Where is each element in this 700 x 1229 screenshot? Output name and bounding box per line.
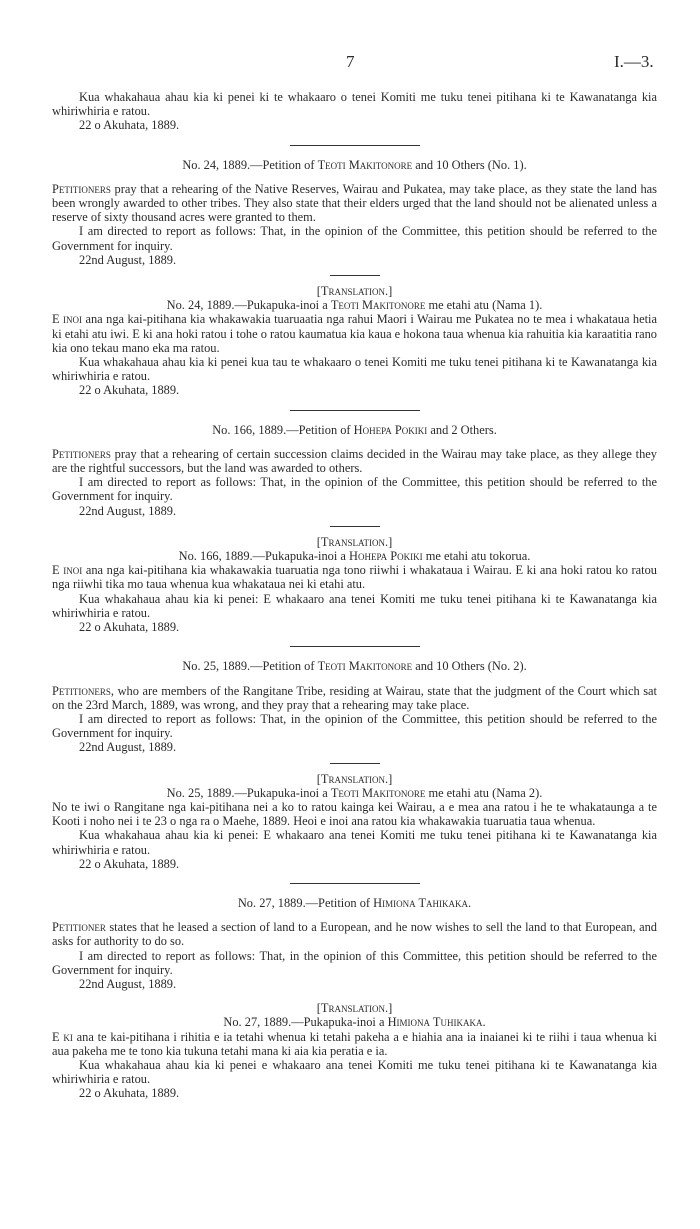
translation-body: E inoi ana nga kai-pitihana kia whakawakia tuaruaatia nga rahui Maori i Wairau me Pukatea no te mea i whakataua hetia ki etahi atu iwi. E ki ana hoki ratou i tohe o ratou kaumatua kia kaua e hokona taua whenua kia rahuitia kia karaatitia rano kia ono tekau mano eka ma ratou. (52, 312, 657, 355)
report-date: 22nd August, 1889. (79, 252, 177, 267)
translation-body: E ki ana te kai-pitihana i rihitia e ia tetahi whenua ki tetahi pakeha a e hiahia ana ia inaianei ki te riihi i taua whenua ki aua pakeha me te tono kia tukuna tetahi mana ki aia kia peratia e ia. (52, 1029, 657, 1058)
section-divider (290, 145, 420, 146)
document-body (52, 90, 657, 1101)
translation-body: No te iwi o Rangitane nga kai-pitihana nei a ko to ratou kainga kei Wairau, a e mea ana ratou i he te whakataunga a te Kooti i noho nei i te 23 o nga ra o Maehe, 1889. Heoi e inoi ana ratou kia whakawakia tuaruatia taua whenua. (52, 799, 657, 829)
petition-section (52, 158, 657, 398)
translation-label: [Translation.] (316, 1001, 393, 1016)
translation-report: Kua whakahaua ahau kia ki penei: E whakaaro ana tenei Komiti me tuku tenei pitihana ki te Kawanatanga kia whiriwhiria e ratou. (52, 828, 657, 857)
translation-body: E inoi ana nga kai-pitihana kia whakawakia tuaruatia nga tono riiwhi i whakataua i Wairau. E ki ana hoki ratou ko ratou nga riiwhi tika mo taua whenua kua whakataua nei ki etahi atu. (52, 563, 657, 592)
translation-divider (330, 275, 380, 276)
report-date: 22nd August, 1889. (79, 503, 177, 518)
translation-date: 22 o Akuhata, 1889. (79, 383, 180, 398)
translation-divider (330, 763, 380, 764)
petition-body: Petitioners, who are members of the Rangitane Tribe, residing at Wairau, state that the judgment of the Court which sat on the 23rd March, 1889, was wrong, and they pray that a rehearing may take place. (52, 683, 657, 712)
committee-report: I am directed to report as follows: That, in the opinion of the Committee, this petition should be referred to the Government for inquiry. (52, 475, 657, 504)
translation-label: [Translation.] (316, 771, 393, 786)
translation-date: 22 o Akuhata, 1889. (79, 620, 180, 635)
committee-report: I am directed to report as follows: That, in the opinion of the Committee, this petition should be referred to the Government for inquiry. (52, 711, 657, 741)
committee-report: I am directed to report as follows: That, in the opinion of this Committee, this petition should be referred to the Government for inquiry. (52, 948, 657, 977)
petition-title: No. 166, 1889.—Petition of Hohepa Pokiki and 2 Others. (212, 422, 497, 437)
translation-date: 22 o Akuhata, 1889. (79, 1086, 180, 1101)
section-divider (290, 883, 420, 884)
report-date: 22nd August, 1889. (79, 740, 177, 755)
committee-report: I am directed to report as follows: That, in the opinion of the Committee, this petition should be referred to the Government for inquiry. (52, 224, 657, 253)
petition-section (52, 659, 657, 871)
report-date: 22nd August, 1889. (79, 976, 177, 991)
translation-label: [Translation.] (316, 284, 393, 299)
petition-body: Petitioner states that he leased a section of land to a European, and he now wishes to sell the land to that European, and asks for authority to do so. (52, 920, 657, 949)
petition-title: No. 27, 1889.—Petition of Himiona Tahikaka. (237, 895, 472, 910)
translation-label: [Translation.] (316, 534, 393, 549)
petition-body: Petitioners pray that a rehearing of the Native Reserves, Wairau and Pukatea, may take place, as they state the land has been wrongly awarded to other tribes. They also state that their elders urged that the land should not be alienated unless a reserve of sixty thousand acres were granted to them. (52, 181, 657, 225)
intro-date: 22 o Akuhata, 1889. (79, 118, 180, 133)
petition-section (52, 423, 657, 635)
petition-section (52, 896, 657, 1101)
translation-title: No. 25, 1889.—Pukapuka-inoi a Teoti Makitonore me etahi atu (Nama 2). (166, 785, 543, 800)
section-divider (290, 410, 420, 411)
petition-body: Petitioners pray that a rehearing of certain succession claims decided in the Wairau may take place, as they allege they are the rightful successors, but the land was awarded to others. (52, 446, 657, 476)
translation-divider (330, 526, 380, 527)
translation-title: No. 166, 1889.—Pukapuka-inoi a Hohepa Pokiki me etahi atu tokorua. (178, 549, 531, 564)
translation-title: No. 27, 1889.—Pukapuka-inoi a Himiona Tuhikaka. (223, 1015, 486, 1030)
section-divider (290, 646, 420, 647)
translation-date: 22 o Akuhata, 1889. (79, 856, 180, 871)
translation-report: Kua whakahaua ahau kia ki penei kua tau te whakaaro o tenei Komiti me tuku tenei pitihana ki te Kawanatanga kia whiriwhiria e ratou. (52, 355, 657, 384)
translation-title: No. 24, 1889.—Pukapuka-inoi a Teoti Makitonore me etahi atu (Nama 1). (166, 298, 543, 313)
petition-title: No. 24, 1889.—Petition of Teoti Makitonore and 10 Others (No. 1). (182, 157, 527, 172)
translation-report: Kua whakahaua ahau kia ki penei e whakaaro ana tenei Komiti me tuku tenei pitihana ki te Kawanatanga kia whiriwhiria e ratou. (52, 1057, 657, 1087)
page-number: 7 (346, 52, 355, 71)
translation-report: Kua whakahaua ahau kia ki penei: E whakaaro ana tenei Komiti me tuku tenei pitihana ki te Kawanatanga kia whiriwhiria e ratou. (52, 591, 657, 620)
petition-title: No. 25, 1889.—Petition of Teoti Makitonore and 10 Others (No. 2). (182, 659, 527, 674)
document-reference: I.—3. (614, 52, 654, 71)
intro-paragraph: Kua whakahaua ahau kia ki penei ki te whakaaro o tenei Komiti me tuku tenei pitihana ki te Kawanatanga kia whiriwhiria e ratou. (52, 90, 657, 119)
